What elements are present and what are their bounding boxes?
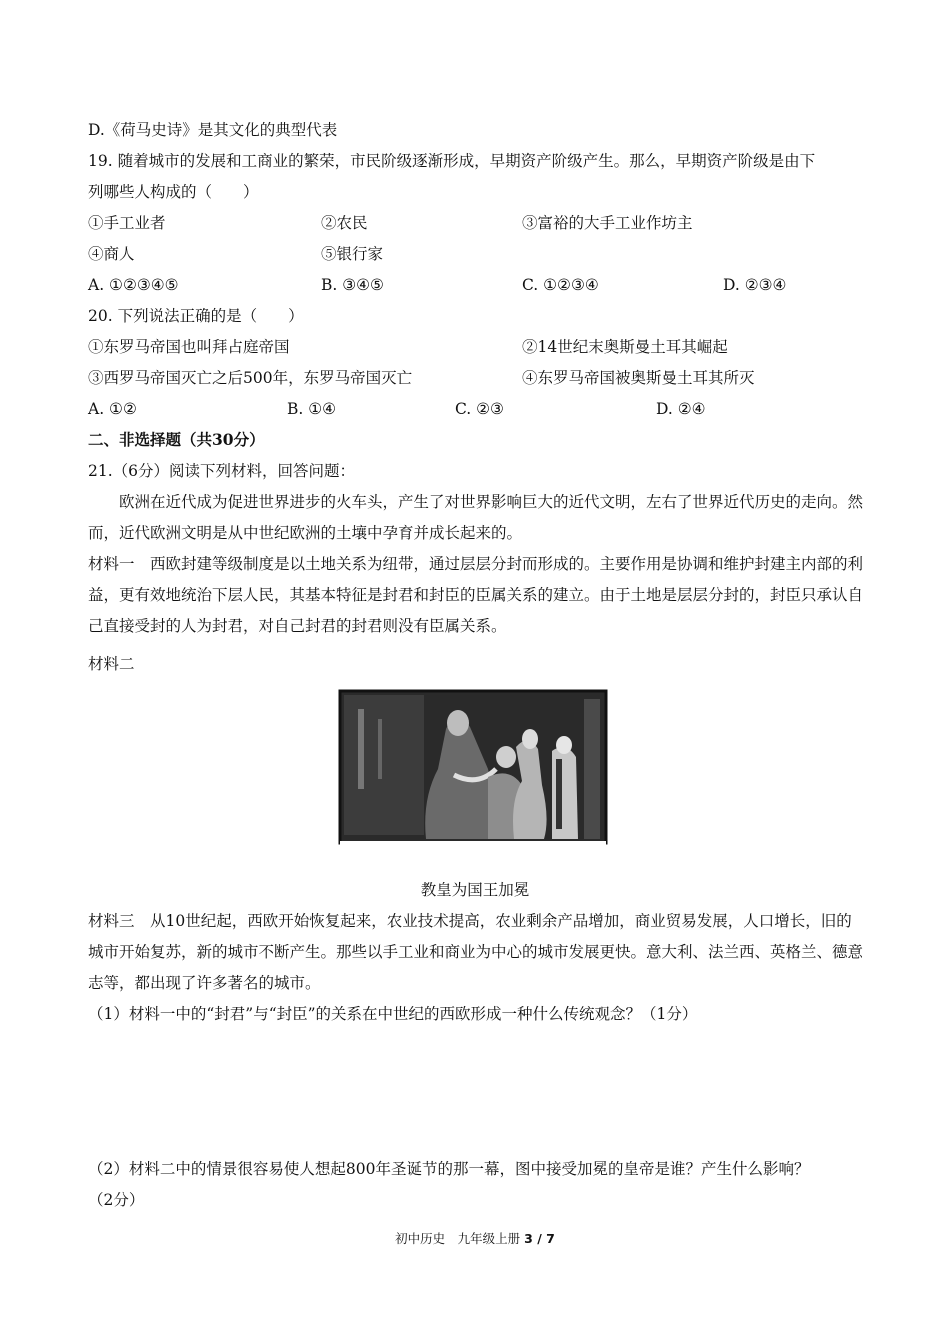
q21-stem: 21.（6分）阅读下列材料，回答问题： xyxy=(88,462,356,480)
footer-subject: 初中历史 九年级上册 xyxy=(395,1231,521,1246)
footer-page-number: 3 / 7 xyxy=(524,1231,555,1246)
q19-item-1: ①手工业者 xyxy=(88,214,166,232)
coronation-illustration xyxy=(338,689,608,859)
q18-option-d: D.《荷马史诗》是其文化的典型代表 xyxy=(88,121,338,139)
q19-item-5: ⑤银行家 xyxy=(321,245,384,263)
q20-item-1: ①东罗马帝国也叫拜占庭帝国 xyxy=(88,338,290,356)
figure-caption: 教皇为国王加冕 xyxy=(420,881,530,899)
q21-intro: 欧洲在近代成为促进世界进步的火车头，产生了对世界影响巨大的近代文明，左右了世界近代历史的走向。然而，近代欧洲文明是从中世纪欧洲的土壤中孕育并成长起来的。 xyxy=(88,493,864,542)
q19-stem-line2: 列哪些人构成的（ ） xyxy=(88,183,259,201)
q21-material1: 材料一 西欧封建等级制度是以土地关系为纽带，通过层层分封而形成的。主要作用是协调和维护封建主内部的利益，更有效地统治下层人民，其基本特征是封君和封臣的臣属关系的建立。由于土地是层层分封的，封臣只承认自己直接受封的人为封君，对自己封君的封君则没有臣属关系。 xyxy=(88,555,864,635)
q21-sub1: （1）材料一中的“封君”与“封臣”的关系在中世纪的西欧形成一种什么传统观念？（1分） xyxy=(88,1005,698,1023)
q19-choice-b: B. ③④⑤ xyxy=(321,276,384,294)
q21-sub2-line2: （2分） xyxy=(88,1191,145,1209)
q19-item-2: ②农民 xyxy=(321,214,368,232)
q20-choice-c: C. ②③ xyxy=(455,400,504,418)
q19-choice-c: C. ①②③④ xyxy=(522,276,599,294)
q19-item-3: ③富裕的大手工业作坊主 xyxy=(522,214,693,232)
q20-stem: 20. 下列说法正确的是（ ） xyxy=(88,307,304,325)
q19-stem-line1: 19. 随着城市的发展和工商业的繁荣，市民阶级逐渐形成，早期资产阶级产生。那么，早期资产阶级是由下 xyxy=(88,152,816,170)
q21-material2-label: 材料二 xyxy=(88,655,135,673)
page-footer xyxy=(0,1230,950,1248)
section-heading: 二、非选择题（共30分） xyxy=(88,430,265,449)
q19-item-4: ④商人 xyxy=(88,245,135,263)
q20-item-3: ③西罗马帝国灭亡之后500年，东罗马帝国灭亡 xyxy=(88,369,413,387)
q20-choice-a: A. ①② xyxy=(88,400,137,418)
q19-choice-a: A. ①②③④⑤ xyxy=(88,276,179,294)
q20-choice-d: D. ②④ xyxy=(656,400,706,418)
q21-sub2-line1: （2）材料二中的情景很容易使人想起800年圣诞节的那一幕，图中接受加冕的皇帝是谁？产生什么影响？ xyxy=(88,1160,810,1178)
q21-material3: 材料三 从10世纪起，西欧开始恢复起来，农业技术提高，农业剩余产品增加，商业贸易发展，人口增长，旧的城市开始复苏，新的城市不断产生。那些以手工业和商业为中心的城市发展更快。意大利、法兰西、英格兰、德意志等，都出现了许多著名的城市。 xyxy=(88,912,864,992)
coronation-image xyxy=(338,689,608,859)
q20-item-4: ④东罗马帝国被奥斯曼土耳其所灭 xyxy=(522,369,755,387)
q20-item-2: ②14世纪末奥斯曼土耳其崛起 xyxy=(522,338,728,356)
q20-choice-b: B. ①④ xyxy=(287,400,337,418)
q19-choice-d: D. ②③④ xyxy=(723,276,787,294)
